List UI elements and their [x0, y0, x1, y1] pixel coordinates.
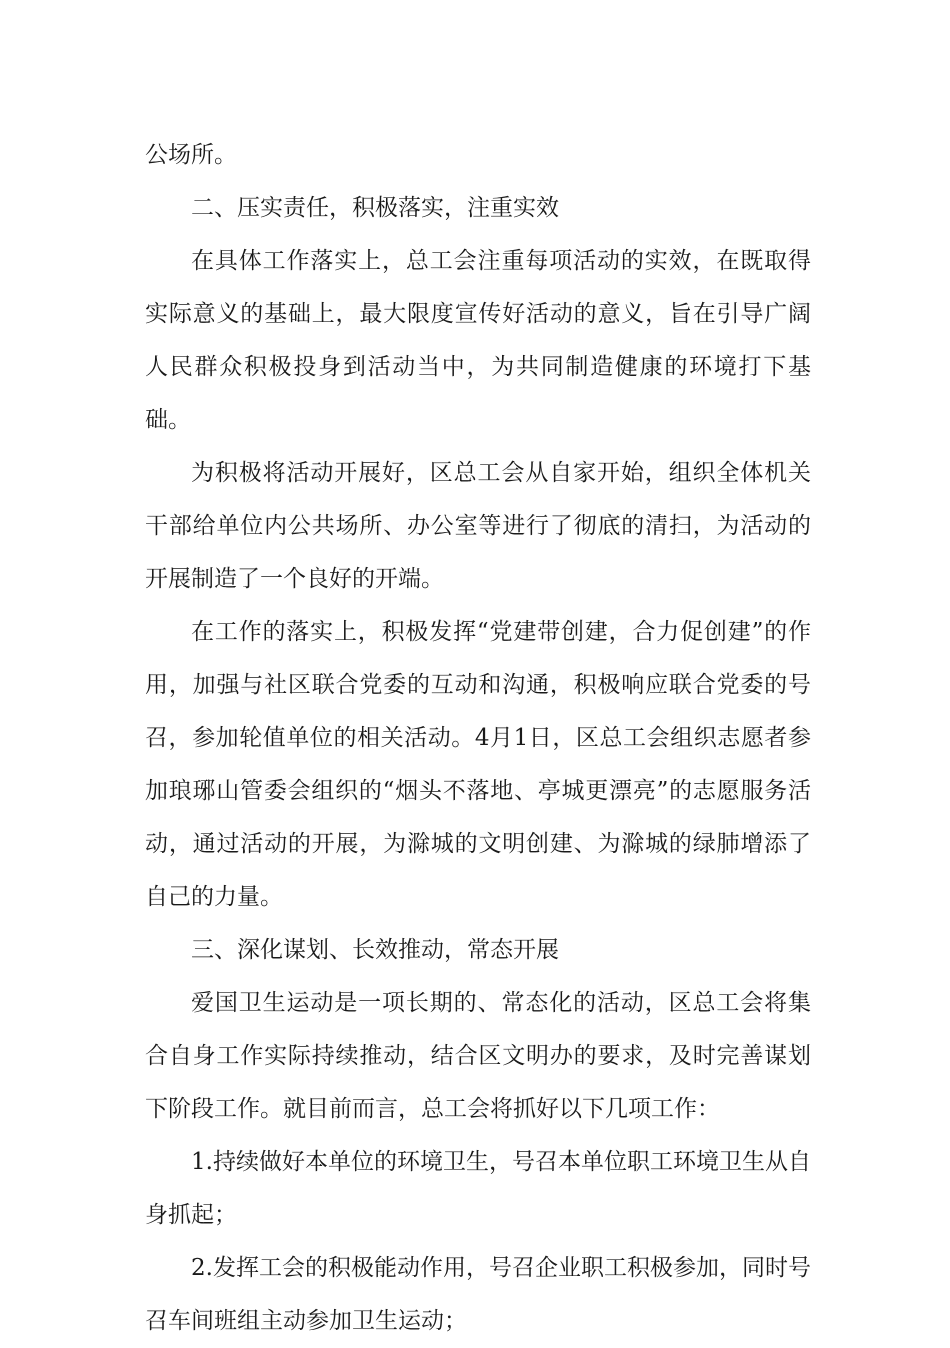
- paragraph-continuation: 公场所。: [145, 142, 237, 168]
- list-item: 2.发挥工会的积极能动作用，号召企业职工积极参加，同时号召车间班组主动参加卫生运动；: [145, 1255, 811, 1334]
- paragraph: 爱国卫生运动是一项长期的、常态化的活动，区总工会将集合自身工作实际持续推动，结合区文明办的要求，及时完善谋划下阶段工作。就目前而言，总工会将抓好以下几项工作：: [145, 990, 811, 1122]
- paragraph: 在具体工作落实上，总工会注重每项活动的实效，在既取得实际意义的基础上，最大限度宣传好活动的意义，旨在引导广阔人民群众积极投身到活动当中，为共同制造健康的环境打下基础。: [145, 248, 811, 433]
- paragraph: 为积极将活动开展好，区总工会从自家开始，组织全体机关干部给单位内公共场所、办公室等进行了彻底的清扫，为活动的开展制造了一个良好的开端。: [145, 460, 811, 592]
- section-heading-3: 三、深化谋划、长效推动，常态开展: [191, 937, 559, 963]
- paragraph: 在工作的落实上，积极发挥“党建带创建，合力促创建”的作用，加强与社区联合党委的互动和沟通，积极响应联合党委的号召，参加轮值单位的相关活动。4月1日，区总工会组织志愿者参加琅琊山管委会组织的“烟头不落地、亭城更漂亮”的志愿服务活动，通过活动的开展，为滁城的文明创建、为滁城的绿肺增添了自己的力量。: [145, 619, 811, 910]
- list-item: 1.持续做好本单位的环境卫生，号召本单位职工环境卫生从自身抓起；: [145, 1149, 811, 1228]
- section-heading-2: 二、压实责任，积极落实，注重实效: [191, 195, 559, 221]
- document-body: [145, 129, 811, 1348]
